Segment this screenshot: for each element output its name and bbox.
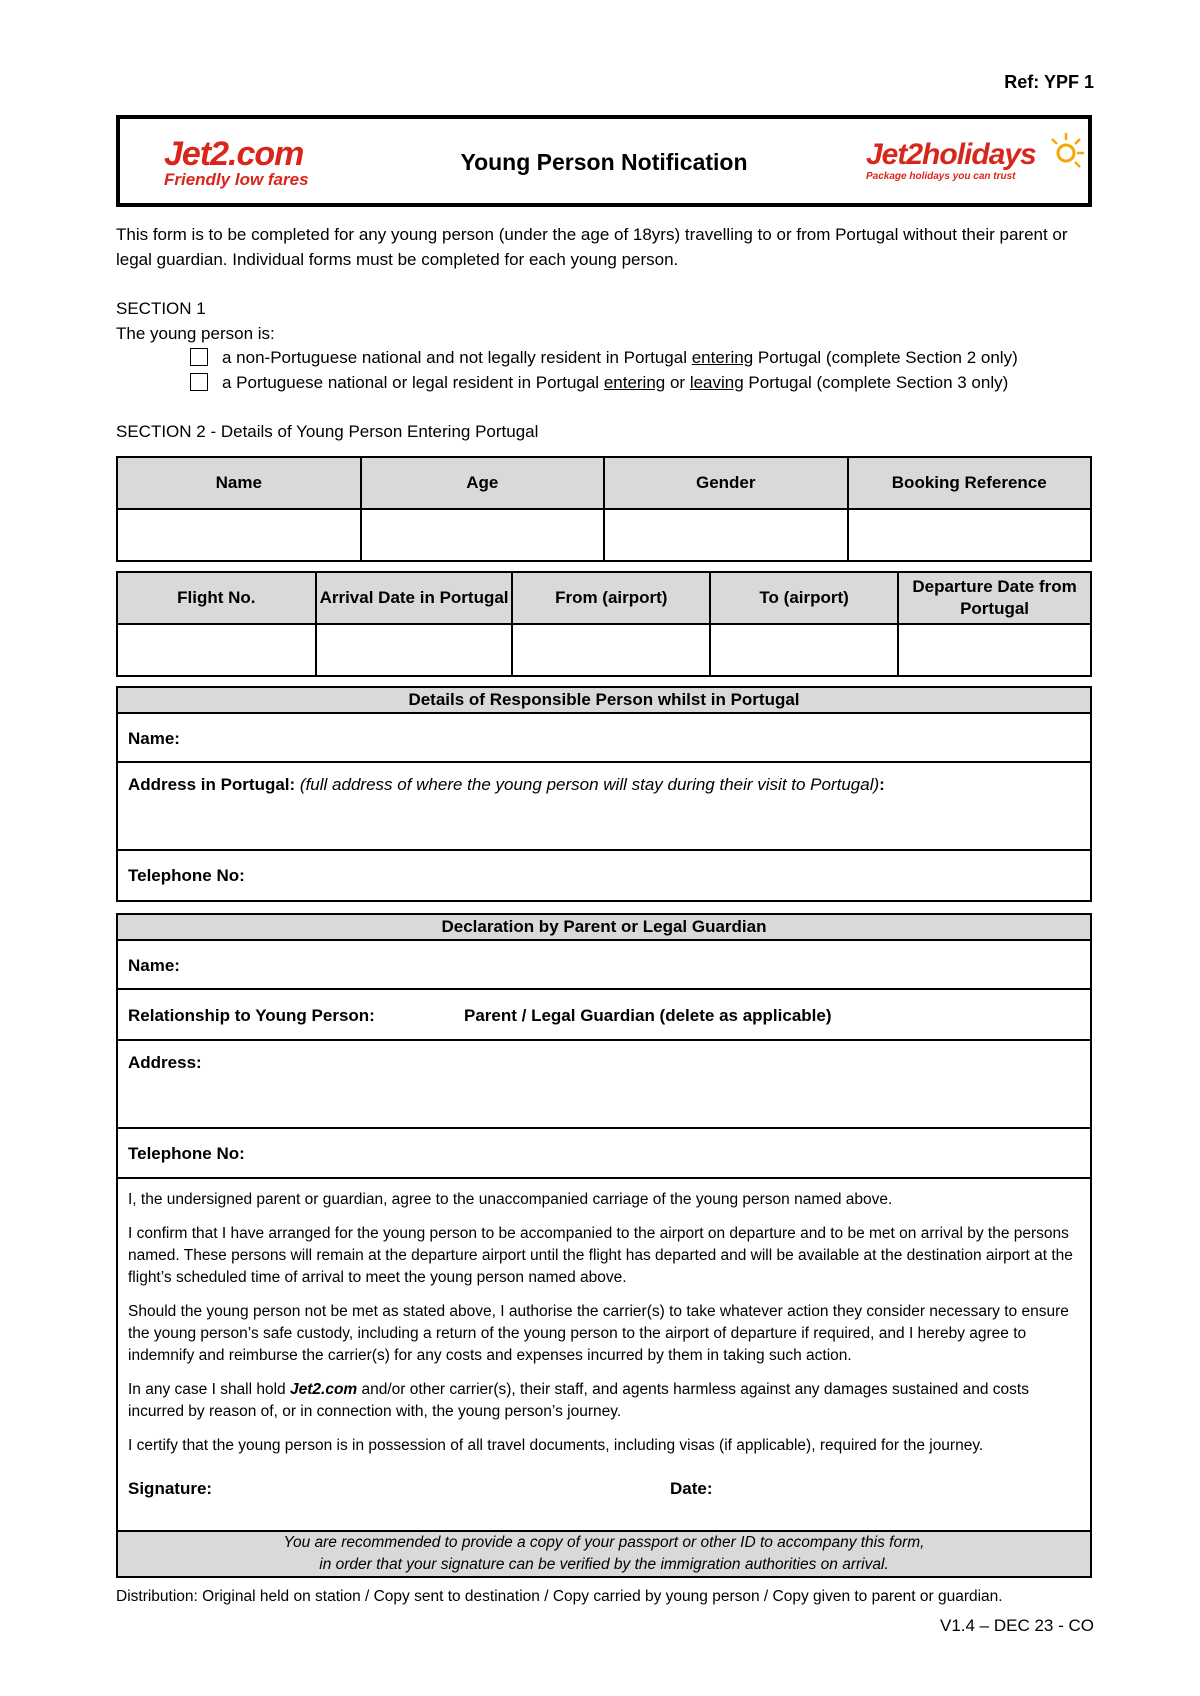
declaration-box	[116, 913, 1092, 1578]
declaration-p5: I certify that the young person is in possession of all travel documents, including visas (if applicable), required for the journey.	[128, 1437, 984, 1454]
section-1-title: SECTION 1	[116, 299, 206, 318]
option-portuguese	[190, 371, 1008, 395]
section-1	[116, 296, 275, 346]
jet2-logo-text: Jet2.com	[164, 135, 304, 173]
page-title: Young Person Notification	[460, 149, 748, 175]
young-person-table	[116, 456, 1092, 562]
col-booking-reference: Booking Reference	[848, 457, 1092, 509]
guardian-address-field[interactable]	[118, 1041, 1090, 1129]
declaration-header: Declaration by Parent or Legal Guardian	[118, 915, 1090, 941]
relationship-label: Relationship to Young Person:	[128, 1006, 375, 1025]
declaration-p1: I, the undersigned parent or guardian, agree to the unaccompanied carriage of the young person named above.	[128, 1191, 893, 1208]
booking-reference-field[interactable]	[848, 509, 1092, 561]
col-from-airport: From (airport)	[512, 572, 710, 624]
flight-table	[116, 571, 1092, 677]
col-arrival-date: Arrival Date in Portugal	[316, 572, 513, 624]
jet2holidays-logo-tagline: Package holidays you can trust	[866, 171, 1016, 182]
version-label: V1.4 – DEC 23 - CO	[939, 1616, 1094, 1635]
option-2-text: a Portuguese national or legal resident in Portugal	[222, 373, 604, 392]
sun-icon	[1046, 131, 1086, 171]
jet2-logo-tagline: Friendly low fares	[164, 170, 309, 189]
checkbox-portuguese[interactable]	[190, 373, 208, 391]
form-header	[116, 115, 1092, 207]
responsible-address-label: Address in Portugal:	[128, 775, 300, 794]
checkbox-non-portuguese[interactable]	[190, 348, 208, 366]
gender-field[interactable]	[604, 509, 848, 561]
passport-note	[118, 1530, 1090, 1576]
option-2-text-end: Portugal (complete Section 3 only)	[743, 373, 1009, 392]
jet2holidays-logo-text: Jet2holidays	[866, 138, 1036, 171]
guardian-telephone-label: Telephone No:	[128, 1144, 245, 1163]
col-name: Name	[117, 457, 361, 509]
option-2-or: or	[665, 373, 690, 392]
flight-no-field[interactable]	[117, 624, 316, 676]
declaration-p4-brand: Jet2.com	[290, 1381, 358, 1398]
date-field[interactable]: Date:	[670, 1479, 713, 1498]
responsible-person-header: Details of Responsible Person whilst in Portugal	[118, 688, 1090, 714]
option-non-portuguese	[190, 346, 1018, 370]
relationship-value: Parent / Legal Guardian (delete as applicable)	[464, 1006, 832, 1025]
to-airport-field[interactable]	[710, 624, 898, 676]
intro-text: This form is to be completed for any young person (under the age of 18yrs) travelling to or from Portugal without their parent or legal guardian. Individual forms must be completed for each young person.	[116, 225, 1068, 269]
declaration-p2: I confirm that I have arranged for the young person to be accompanied to the airport on departure and to be met on arrival by the persons named. These persons will remain at the departure airport until the flight has departed and will be available at the destination airport at the flight’s scheduled time of arrival to meet the young person named above.	[128, 1225, 1073, 1286]
guardian-telephone-field[interactable]	[118, 1129, 1090, 1179]
option-2-underline-entering: entering	[603, 373, 666, 392]
section-2-title: SECTION 2 - Details of Young Person Entering Portugal	[116, 422, 539, 441]
distribution-note: Distribution: Original held on station / Copy sent to destination / Copy carried by young person / Copy given to parent or guardian.	[116, 1588, 1003, 1605]
responsible-telephone-label: Telephone No:	[128, 866, 245, 885]
responsible-address-colon: :	[879, 775, 885, 794]
signature-field[interactable]: Signature:	[128, 1479, 213, 1498]
option-1-text-end: Portugal (complete Section 2 only)	[753, 348, 1018, 367]
responsible-name-field[interactable]	[118, 714, 1090, 763]
relationship-field[interactable]	[118, 990, 1090, 1041]
col-age: Age	[361, 457, 605, 509]
responsible-address-field[interactable]	[118, 763, 1090, 851]
guardian-address-label: Address:	[128, 1053, 202, 1072]
signature-row	[118, 1469, 1090, 1521]
responsible-telephone-field[interactable]	[118, 851, 1090, 900]
declaration-p3: Should the young person not be met as stated above, I authorise the carrier(s) to take whatever action they consider necessary to ensure the young person’s safe custody, including a return of the young person to the airport of departure if required, and I hereby agree to indemnify and reimburse the carrier(s) for any costs and expenses incurred by them in taking such action.	[128, 1303, 1069, 1364]
departure-date-field[interactable]	[898, 624, 1091, 676]
guardian-name-field[interactable]	[118, 941, 1090, 990]
col-departure-date: Departure Date from Portugal	[898, 572, 1091, 624]
option-1-underline: entering	[691, 348, 754, 367]
arrival-date-field[interactable]	[316, 624, 513, 676]
declaration-p4	[118, 1379, 1090, 1423]
col-flight-no: Flight No.	[117, 572, 316, 624]
option-1-text: a non-Portuguese national and not legally resident in Portugal	[222, 348, 692, 367]
col-to-airport: To (airport)	[710, 572, 898, 624]
declaration-p4-start: In any case I shall hold	[128, 1381, 290, 1398]
responsible-address-note: (full address of where the young person will stay during their visit to Portugal)	[299, 775, 880, 794]
responsible-person-box	[116, 686, 1092, 902]
age-field[interactable]	[361, 509, 605, 561]
passport-note-line2: in order that your signature can be verified by the immigration authorities on arrival.	[319, 1556, 889, 1573]
responsible-name-label: Name:	[128, 729, 180, 748]
declaration-statements	[118, 1179, 1090, 1521]
name-field[interactable]	[117, 509, 361, 561]
option-2-underline-leaving: leaving	[689, 373, 744, 392]
passport-note-line1: You are recommended to provide a copy of your passport or other ID to accompany this form,	[283, 1534, 925, 1551]
from-airport-field[interactable]	[512, 624, 710, 676]
jet2holidays-logo	[866, 139, 1036, 182]
declaration-p4-end: and/or other carrier(s), their staff, and agents harmless against any damages sustained and costs incurred by reason of, or in connection with, the young person’s journey.	[128, 1381, 1029, 1420]
section-1-lead: The young person is:	[116, 324, 275, 343]
form-reference: Ref: YPF 1	[1004, 72, 1094, 92]
guardian-name-label: Name:	[128, 956, 180, 975]
col-gender: Gender	[604, 457, 848, 509]
